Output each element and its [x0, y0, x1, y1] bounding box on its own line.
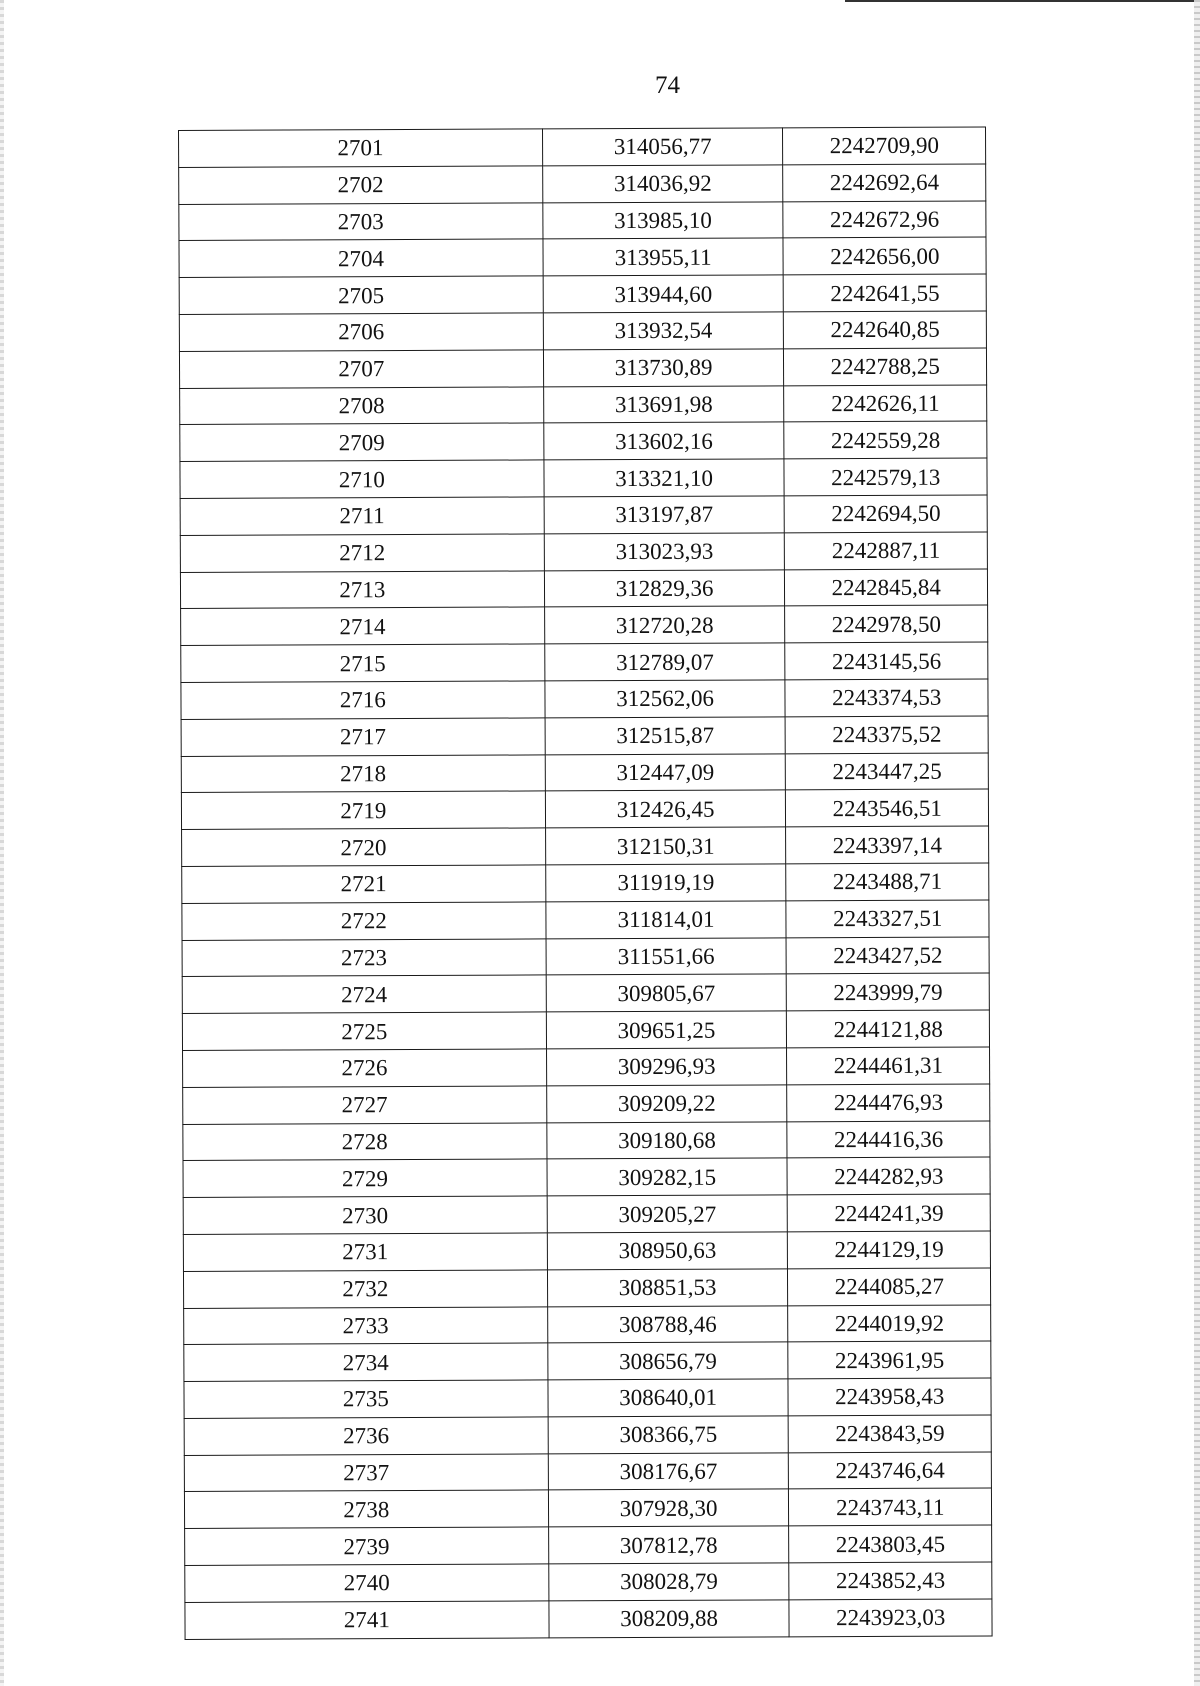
y-coordinate-cell: 2243397,14 [786, 826, 989, 864]
x-coordinate-cell: 313932,54 [543, 312, 784, 350]
table-row [182, 1010, 989, 1050]
point-number-cell: 2733 [184, 1306, 548, 1344]
point-number-cell: 2702 [179, 166, 543, 204]
y-coordinate-cell: 2243958,43 [788, 1378, 991, 1416]
y-coordinate-cell: 2243447,25 [786, 753, 989, 791]
point-number-cell: 2720 [182, 828, 546, 866]
page-number: 74 [655, 72, 680, 99]
scan-edge-right [1194, 0, 1200, 1686]
y-coordinate-cell: 2244019,92 [788, 1304, 991, 1342]
point-number-cell: 2730 [183, 1196, 547, 1234]
y-coordinate-cell: 2243546,51 [786, 789, 989, 827]
x-coordinate-cell: 313730,89 [543, 349, 784, 387]
x-coordinate-cell: 308209,88 [549, 1600, 790, 1638]
table-row [183, 1120, 990, 1160]
y-coordinate-cell: 2242672,96 [783, 201, 986, 239]
x-coordinate-cell: 307812,78 [548, 1526, 789, 1564]
y-coordinate-cell: 2242694,50 [785, 495, 988, 533]
y-coordinate-cell: 2244476,93 [787, 1084, 990, 1122]
x-coordinate-cell: 312789,07 [544, 643, 785, 681]
x-coordinate-cell: 309282,15 [547, 1158, 788, 1196]
table-row [184, 1452, 991, 1492]
x-coordinate-cell: 312447,09 [545, 753, 786, 791]
x-coordinate-cell: 312562,06 [545, 680, 786, 718]
y-coordinate-cell: 2242579,13 [784, 458, 987, 496]
y-coordinate-cell: 2243145,56 [785, 642, 988, 680]
x-coordinate-cell: 311814,01 [546, 901, 787, 939]
y-coordinate-cell: 2243374,53 [785, 679, 988, 717]
table-row [184, 1378, 991, 1418]
table-row [184, 1341, 991, 1381]
y-coordinate-cell: 2243803,45 [789, 1525, 992, 1563]
table-row [183, 1047, 990, 1087]
table-row [182, 937, 989, 977]
table-row [182, 863, 989, 903]
point-number-cell: 2712 [180, 534, 544, 572]
table-row [179, 164, 986, 204]
table-row [180, 385, 987, 425]
point-number-cell: 2708 [180, 386, 544, 424]
table-row [182, 900, 989, 940]
y-coordinate-cell: 2243488,71 [786, 863, 989, 901]
table-row [183, 1194, 990, 1234]
x-coordinate-cell: 308788,46 [547, 1305, 788, 1343]
table-row [179, 311, 986, 351]
y-coordinate-cell: 2243843,59 [789, 1415, 992, 1453]
table-row [179, 201, 986, 241]
y-coordinate-cell: 2242709,90 [783, 127, 986, 165]
point-number-cell: 2739 [185, 1527, 549, 1565]
y-coordinate-cell: 2244282,93 [787, 1157, 990, 1195]
x-coordinate-cell: 314036,92 [542, 165, 783, 203]
point-number-cell: 2723 [182, 938, 546, 976]
table-row [179, 274, 986, 314]
table-row [181, 789, 988, 829]
y-coordinate-cell: 2244241,39 [788, 1194, 991, 1232]
y-coordinate-cell: 2242887,11 [785, 532, 988, 570]
point-number-cell: 2709 [180, 423, 544, 461]
point-number-cell: 2741 [185, 1601, 549, 1639]
x-coordinate-cell: 312829,36 [544, 569, 785, 607]
table-row [183, 1084, 990, 1124]
x-coordinate-cell: 313197,87 [544, 496, 785, 534]
y-coordinate-cell: 2242788,25 [784, 348, 987, 386]
x-coordinate-cell: 313691,98 [543, 385, 784, 423]
x-coordinate-cell: 308028,79 [548, 1563, 789, 1601]
x-coordinate-cell: 309209,22 [546, 1085, 787, 1123]
y-coordinate-cell: 2242978,50 [785, 605, 988, 643]
point-number-cell: 2714 [181, 607, 545, 645]
point-number-cell: 2713 [180, 570, 544, 608]
table-row [182, 826, 989, 866]
x-coordinate-cell: 311551,66 [546, 937, 787, 975]
point-number-cell: 2731 [183, 1233, 547, 1271]
point-number-cell: 2728 [183, 1122, 547, 1160]
point-number-cell: 2734 [184, 1343, 548, 1381]
x-coordinate-cell: 314056,77 [542, 128, 783, 166]
y-coordinate-cell: 2243852,43 [789, 1562, 992, 1600]
table-row [180, 421, 987, 461]
y-coordinate-cell: 2242640,85 [784, 311, 987, 349]
y-coordinate-cell: 2243327,51 [786, 900, 989, 938]
y-coordinate-cell: 2244461,31 [787, 1047, 990, 1085]
y-coordinate-cell: 2243961,95 [788, 1341, 991, 1379]
y-coordinate-cell: 2244085,27 [788, 1268, 991, 1306]
y-coordinate-cell: 2243746,64 [789, 1452, 992, 1490]
x-coordinate-cell: 308950,63 [547, 1232, 788, 1270]
point-number-cell: 2705 [179, 276, 543, 314]
point-number-cell: 2725 [182, 1012, 546, 1050]
point-number-cell: 2706 [179, 313, 543, 351]
point-number-cell: 2729 [183, 1159, 547, 1197]
table-row [180, 532, 987, 572]
scan-edge-left [0, 0, 4, 1686]
point-number-cell: 2722 [182, 902, 546, 940]
y-coordinate-cell: 2242641,55 [784, 274, 987, 312]
y-coordinate-cell: 2244416,36 [787, 1120, 990, 1158]
point-number-cell: 2703 [179, 203, 543, 241]
table-row [181, 642, 988, 682]
table-row [185, 1562, 992, 1602]
coordinates-table [178, 126, 993, 1639]
table-row [183, 1231, 990, 1271]
table-row [180, 569, 987, 609]
x-coordinate-cell: 313944,60 [543, 275, 784, 313]
point-number-cell: 2717 [181, 718, 545, 756]
x-coordinate-cell: 309805,67 [546, 974, 787, 1012]
x-coordinate-cell: 309205,27 [547, 1195, 788, 1233]
point-number-cell: 2707 [179, 350, 543, 388]
y-coordinate-cell: 2243743,11 [789, 1488, 992, 1526]
table-row [182, 973, 989, 1013]
point-number-cell: 2711 [180, 497, 544, 535]
x-coordinate-cell: 308366,75 [548, 1416, 789, 1454]
point-number-cell: 2710 [180, 460, 544, 498]
x-coordinate-cell: 308656,79 [548, 1342, 789, 1380]
x-coordinate-cell: 312150,31 [545, 827, 786, 865]
x-coordinate-cell: 313321,10 [544, 459, 785, 497]
table-row [180, 458, 987, 498]
table-row [181, 679, 988, 719]
table-row [184, 1488, 991, 1528]
point-number-cell: 2724 [182, 975, 546, 1013]
x-coordinate-cell: 313023,93 [544, 533, 785, 571]
table-row [184, 1415, 991, 1455]
table-row [181, 753, 988, 793]
y-coordinate-cell: 2243999,79 [787, 973, 990, 1011]
y-coordinate-cell: 2242845,84 [785, 569, 988, 607]
point-number-cell: 2727 [183, 1086, 547, 1124]
point-number-cell: 2735 [184, 1380, 548, 1418]
table-row [185, 1599, 992, 1639]
point-number-cell: 2715 [181, 644, 545, 682]
point-number-cell: 2738 [184, 1490, 548, 1528]
x-coordinate-cell: 309296,93 [546, 1048, 787, 1086]
x-coordinate-cell: 308640,01 [548, 1379, 789, 1417]
point-number-cell: 2737 [184, 1454, 548, 1492]
point-number-cell: 2718 [181, 754, 545, 792]
table-row [181, 716, 988, 756]
x-coordinate-cell: 312426,45 [545, 790, 786, 828]
point-number-cell: 2740 [185, 1564, 549, 1602]
point-number-cell: 2716 [181, 681, 545, 719]
table-row [179, 127, 986, 167]
y-coordinate-cell: 2244121,88 [787, 1010, 990, 1048]
x-coordinate-cell: 312720,28 [544, 606, 785, 644]
x-coordinate-cell: 313602,16 [543, 422, 784, 460]
point-number-cell: 2732 [183, 1270, 547, 1308]
table-row [179, 237, 986, 277]
x-coordinate-cell: 308851,53 [547, 1269, 788, 1307]
coordinates-table-body [179, 127, 993, 1639]
y-coordinate-cell: 2244129,19 [788, 1231, 991, 1269]
x-coordinate-cell: 309651,25 [546, 1011, 787, 1049]
point-number-cell: 2704 [179, 239, 543, 277]
x-coordinate-cell: 313955,11 [543, 238, 784, 276]
table-row [179, 348, 986, 388]
x-coordinate-cell: 311919,19 [545, 864, 786, 902]
table-row [184, 1304, 991, 1344]
table-row [183, 1157, 990, 1197]
point-number-cell: 2701 [179, 129, 543, 167]
y-coordinate-cell: 2242626,11 [784, 385, 987, 423]
y-coordinate-cell: 2243923,03 [789, 1599, 992, 1637]
y-coordinate-cell: 2243427,52 [787, 937, 990, 975]
y-coordinate-cell: 2243375,52 [786, 716, 989, 754]
x-coordinate-cell: 312515,87 [545, 717, 786, 755]
point-number-cell: 2726 [183, 1049, 547, 1087]
y-coordinate-cell: 2242692,64 [783, 164, 986, 202]
table-row [181, 605, 988, 645]
table-row [180, 495, 987, 535]
top-edge-rule [845, 0, 1200, 2]
table-row [183, 1268, 990, 1308]
point-number-cell: 2721 [182, 865, 546, 903]
x-coordinate-cell: 308176,67 [548, 1453, 789, 1491]
x-coordinate-cell: 309180,68 [547, 1121, 788, 1159]
x-coordinate-cell: 307928,30 [548, 1489, 789, 1527]
point-number-cell: 2719 [181, 791, 545, 829]
table-row [185, 1525, 992, 1565]
x-coordinate-cell: 313985,10 [543, 201, 784, 239]
y-coordinate-cell: 2242559,28 [784, 421, 987, 459]
point-number-cell: 2736 [184, 1417, 548, 1455]
y-coordinate-cell: 2242656,00 [783, 237, 986, 275]
